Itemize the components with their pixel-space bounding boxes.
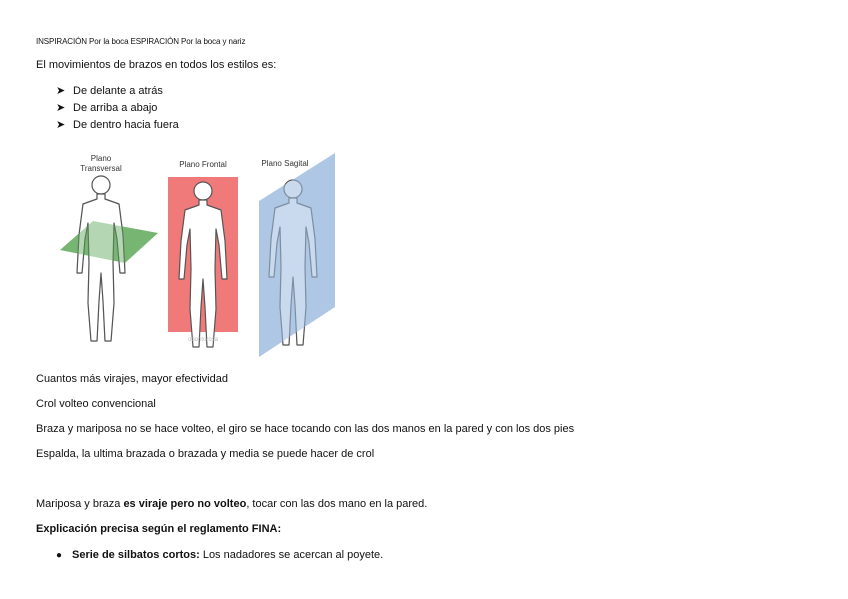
list-item [56, 549, 383, 561]
paragraph: Crol volteo convencional [36, 398, 156, 410]
list-item-text: De arriba a abajo [73, 102, 158, 114]
dot-bullet-icon: ● [56, 550, 63, 561]
transversal-label-1: Plano [90, 154, 112, 163]
list-item [56, 84, 163, 97]
sagital-label: Plano Sagital [261, 159, 309, 168]
arrow-bullet-icon: ➤ [56, 85, 66, 97]
inspiration-label: INSPIRACIÓN [36, 37, 87, 46]
paragraph: Cuantos más virajes, mayor efectividad [36, 373, 228, 385]
paragraph: Espalda, la ultima brazada o brazada y media se puede hacer de crol [36, 448, 375, 460]
list-item [56, 118, 179, 131]
frontal-label: Plano Frontal [179, 160, 227, 169]
expiration-text: Por la boca y nariz [181, 37, 246, 46]
list-item [56, 101, 157, 114]
p5-bold: es viraje pero no volteo [123, 498, 247, 510]
inspiration-text: Por la boca [89, 37, 129, 46]
breathing-line [36, 37, 245, 46]
p5-pre: Mariposa y braza [36, 498, 124, 510]
watermark: odontorosa [187, 337, 219, 343]
list-item-text: De delante a atrás [73, 85, 163, 97]
bullet-text: Los nadadores se acercan al poyete. [199, 549, 384, 561]
arrow-bullet-icon: ➤ [56, 119, 66, 131]
expiration-label: ESPIRACIÓN [130, 37, 179, 46]
arm-intro: El movimientos de brazos en todos los estilos es: [36, 59, 277, 71]
paragraph [36, 498, 427, 510]
section-heading: Explicación precisa según el reglamento FINA: [36, 523, 282, 535]
arrow-bullet-icon: ➤ [56, 102, 66, 114]
transversal-label-2: Transversal [80, 164, 122, 173]
list-item-text: De dentro hacia fuera [73, 119, 179, 131]
body-planes-figure [55, 145, 340, 360]
p5-post: , tocar con las dos mano en la pared. [246, 498, 428, 510]
paragraph: Braza y mariposa no se hace volteo, el giro se hace tocando con las dos manos en la pared y con los dos pies [36, 423, 575, 435]
bullet-bold: Serie de silbatos cortos: [72, 549, 200, 561]
